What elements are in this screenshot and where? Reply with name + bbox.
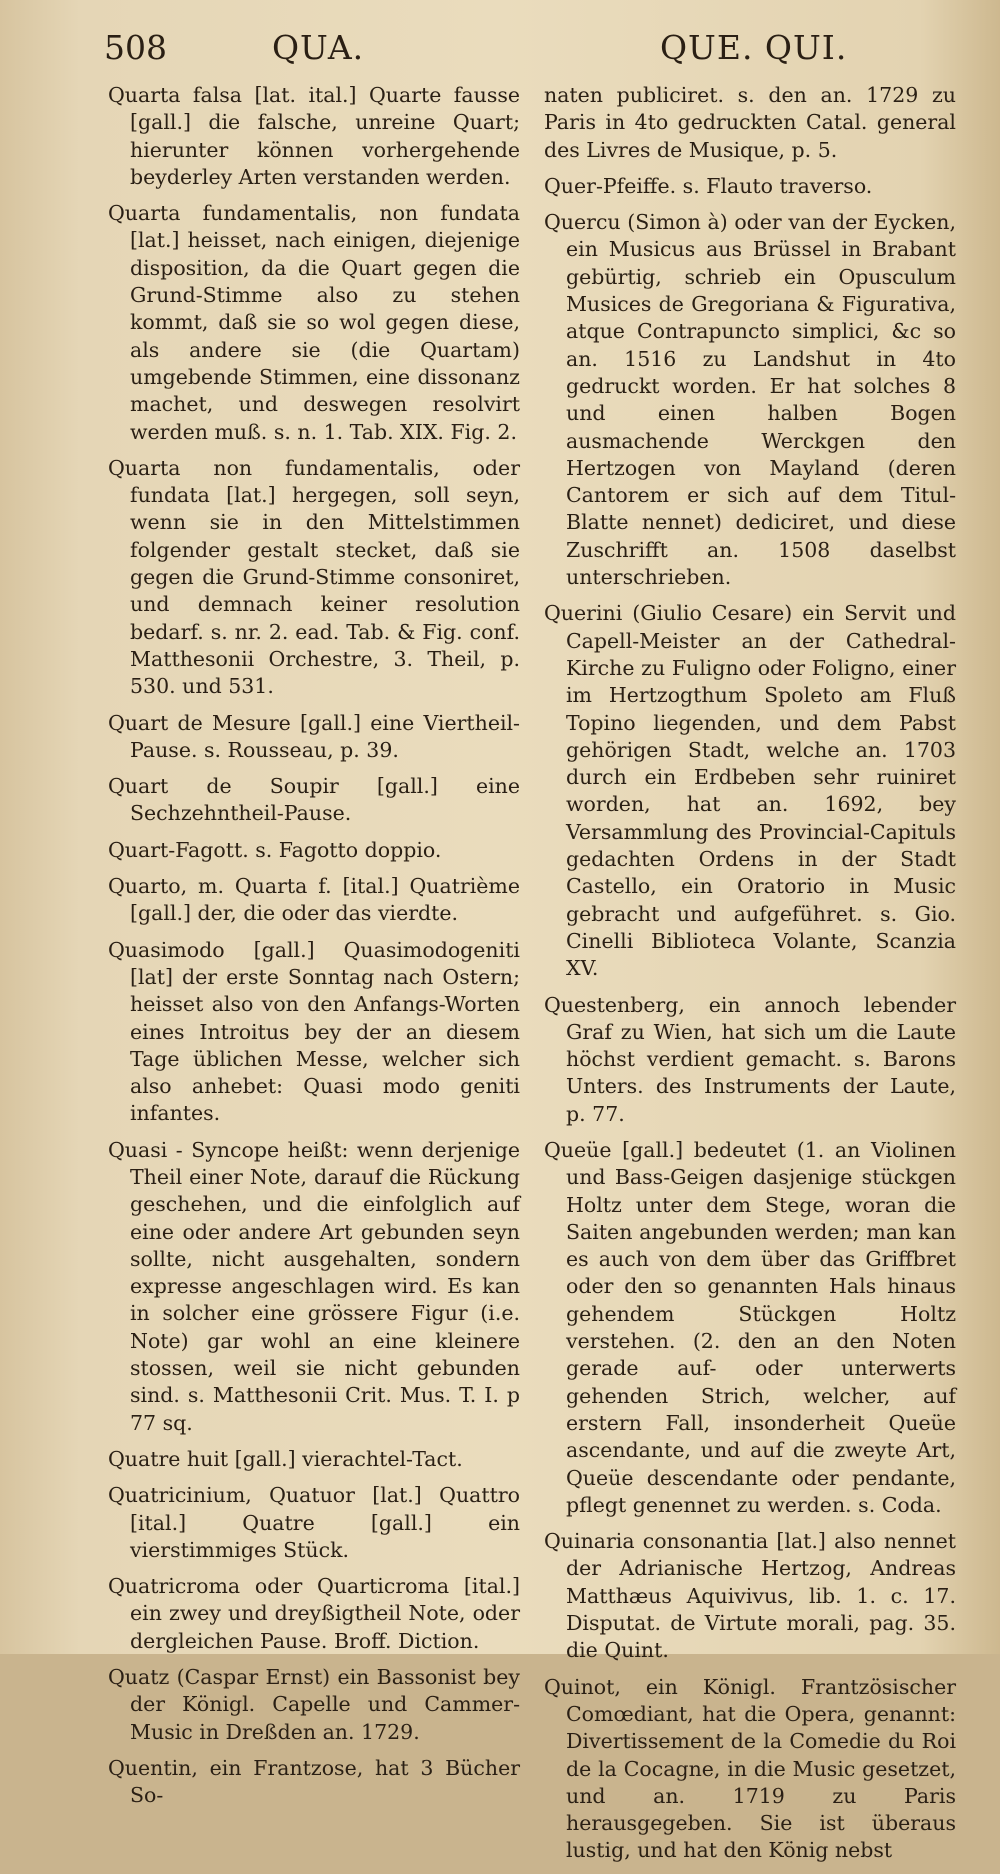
entry-headword: Quentin xyxy=(108,1755,192,1780)
right-running-head: QUE. QUI. xyxy=(660,28,848,67)
entry xyxy=(544,209,956,591)
entry-text: oder Quarticroma [ital.] ein zwey und dreyßigtheil Note, oder dergleichen Pause. Broff. Diction. xyxy=(130,1574,520,1653)
entry-headword: Quinot xyxy=(544,1674,615,1699)
entry xyxy=(108,873,520,928)
entry-headword: Quarta non fundamentalis xyxy=(108,455,434,480)
entry-headword: Quer-Pfeiffe. xyxy=(544,173,677,198)
entry xyxy=(544,600,956,982)
right-column xyxy=(544,82,956,1874)
entry xyxy=(108,710,520,765)
entry-headword: Quart-Fagott. xyxy=(108,837,249,862)
entry-headword: Quasi - Syncope xyxy=(108,1137,280,1162)
entry-headword: Querini xyxy=(544,601,623,626)
entry xyxy=(544,992,956,1128)
entry xyxy=(544,1674,956,1865)
entry-text: [gall.] eine Sechzehntheil-Pause. xyxy=(130,774,520,826)
entry-headword: Quasimodo xyxy=(108,937,225,962)
entry-text: , non fundata [lat.] heisset, nach einigen, diejenige disposition, da die Quart gegen die Grund-Stimme also zu stehen kommt, daß sie so wol gegen diese, als andere sie (die Quartam) umgebende Stimmen, eine dissonanz machet, und deswegen resolvirt werden muß. s. n. 1. Tab. XIX. Fig. 2. xyxy=(130,201,520,444)
entry xyxy=(108,1573,520,1655)
entry-text: s. Flauto traverso. xyxy=(676,173,873,198)
entry xyxy=(108,1137,520,1437)
entry xyxy=(108,773,520,828)
entry-text: , ein Königl. Frantzösischer Comœdiant, hat die Opera, genannt: Divertissement de la Comedie du Roi de la Cocagne, in die Music gesetzet, und an. 1719 zu Paris herausgegeben. Sie ist überaus lustig, und hat den König nebst xyxy=(566,1674,956,1863)
entry-headword: Quarta fundamentalis xyxy=(108,201,351,226)
entry xyxy=(108,1446,520,1473)
entry-headword: Quart de Soupir xyxy=(108,774,339,799)
entry-text: s. Fagotto doppio. xyxy=(248,837,442,862)
entry-text: [gall.] eine Viertheil-Pause. s. Rousseau, p. 39. xyxy=(130,710,520,762)
entry xyxy=(108,1482,520,1564)
entry xyxy=(108,455,520,701)
entry xyxy=(108,200,520,446)
entry-headword: Quarta falsa xyxy=(108,83,243,107)
entry-text: [gall.] vierachtel-Tact. xyxy=(228,1446,463,1471)
left-running-head: QUA. xyxy=(272,28,365,67)
left-column xyxy=(108,82,520,1819)
entry xyxy=(544,1528,956,1664)
entry-text: [lat. ital.] Quarte fausse [gall.] die falsche, unreine Quart; hierunter können vorhergehende beyderley Arten verstanden werden. xyxy=(130,83,520,189)
entry-text: (Simon à) oder van der Eycken, ein Musicus aus Brüssel in Brabant gebürtig, schrieb ein Opusculum Musices de Gregoriana & Figurativa, atque Contrapuncto simplici, &c so an. 1516 zu Landshut in 4to gedruckt worden. Er hat solches 8 und einen halben Bogen ausmachende Werckgen den Hertzogen von Mayland (deren Cantorem er sich auf dem Titul-Blatte nennet) dediciret, und diese Zuschrifft an. 1508 daselbst unterschrieben. xyxy=(566,210,956,590)
entry-text: [lat.] also nennet der Adrianische Hertzog, Andreas Matthæus Aquivivus, lib. 1. c. 17. Disputat. de Virtute morali, pag. 35. die Quint. xyxy=(566,1529,956,1663)
entry xyxy=(108,1664,520,1746)
page-header xyxy=(0,28,1000,78)
entry-headword: Queüe xyxy=(544,1137,612,1162)
entry xyxy=(108,1755,520,1810)
entry-continuation xyxy=(544,82,956,164)
entry-text: , oder fundata [lat.] hergegen, soll seyn, wenn sie in den Mittelstimmen folgender gestalt stecket, daß sie gegen die Grund-Stimme consoniret, und demnach keiner resolution bedarf. s. nr. 2. ead. Tab. & Fig. conf. Matthesonii Orchestre, 3. Theil, p. 530. und 531. xyxy=(130,455,520,699)
entry-headword: Quatz xyxy=(108,1665,170,1690)
entry-headword: Quercu xyxy=(544,210,621,235)
entry-headword: Quinaria consonantia xyxy=(544,1529,769,1554)
entry-text: (Giulio Cesare) ein Servit und Capell-Meister an der Cathedral-Kirche zu Fuligno oder Foligno, einer im Hertzogthum Spoleto am Fluß Topino liegenden, und dem Pabst gehörigen Stadt, welche an. 1703 durch ein Erdbeben sehr ruiniret worden, hat an. 1692, bey Versammlung des Provincial-Capituls gedachten Ordens in der Stadt Castello, ein Oratorio in Music gebracht und aufgeführet. s. Gio. Cinelli Biblioteca Volante, Scanzia XV. xyxy=(566,601,956,981)
entry xyxy=(544,173,956,200)
entry-text: naten publiciret. s. den an. 1729 zu Paris in 4to gedruckten Catal. general des Livres de Musique, p. 5. xyxy=(544,83,956,162)
entry-headword: Quarto xyxy=(108,874,181,899)
entry-text: , ein annoch lebender Graf zu Wien, hat sich um die Laute höchst verdient gemacht. s. Barons Unters. des Instruments der Laute, p. 77. xyxy=(566,992,956,1126)
entry xyxy=(108,837,520,864)
entry-text: (Caspar Ernst) ein Bassonist bey der Königl. Capelle und Cammer-Music in Dreßden an. 1729. xyxy=(130,1665,520,1744)
entry-text: [gall.] Quasimodogeniti [lat] der erste Sonntag nach Ostern; heisset also von den Anfangs-Worten eines Introitus bey der an diesem Tage üblichen Messe, welcher sich also anhebet: Quasi modo geniti infantes. xyxy=(130,937,520,1126)
entry xyxy=(108,82,520,191)
entry-text: , Quatuor [lat.] Quattro [ital.] Quatre [gall.] ein vierstimmiges Stück. xyxy=(130,1483,520,1562)
entry xyxy=(544,1137,956,1519)
entry-headword: Quart de Mesure xyxy=(108,710,291,735)
entry xyxy=(108,937,520,1128)
entry-headword: Quatricinium xyxy=(108,1483,246,1508)
entry-headword: Quatricroma xyxy=(108,1574,241,1599)
entry-text: , m. Quarta f. [ital.] Quatrième [gall.] der, die oder das vierdte. xyxy=(130,874,520,926)
entry-text: , ein Frantzose, hat 3 Bücher So- xyxy=(130,1755,520,1808)
entry-text: heißt: wenn derjenige Theil einer Note, darauf die Rückung geschehen, und die einfolglich auf eine oder andere Art gebunden seyn sollte, nicht ausgehalten, sondern expresse angeschlagen wird. Es kan in solcher eine grössere Figur (i.e. Note) gar wohl an eine kleinere stossen, weil sie nicht gebunden sind. s. Matthesonii Crit. Mus. T. I. p 77 sq. xyxy=(130,1137,520,1435)
entry-headword: Questenberg xyxy=(544,992,679,1017)
entry-headword: Quatre huit xyxy=(108,1446,229,1471)
entry-text: [gall.] bedeutet (1. an Violinen und Bass-Geigen dasjenige stückgen Holtz unter dem Stege, woran die Saiten angebunden werden; man kan es auch von dem über das Griffbret oder den so genannten Hals hinaus gehendem Stückgen Holtz verstehen. (2. den an den Noten gerade auf- oder unterwerts gehenden Strich, welcher, auf erstern Fall, insonderheit Queüe ascendante, und auf die zweyte Art, Queüe descendante oder pendante, pflegt genennet zu werden. s. Coda. xyxy=(566,1137,956,1517)
page-number: 508 xyxy=(104,28,167,67)
